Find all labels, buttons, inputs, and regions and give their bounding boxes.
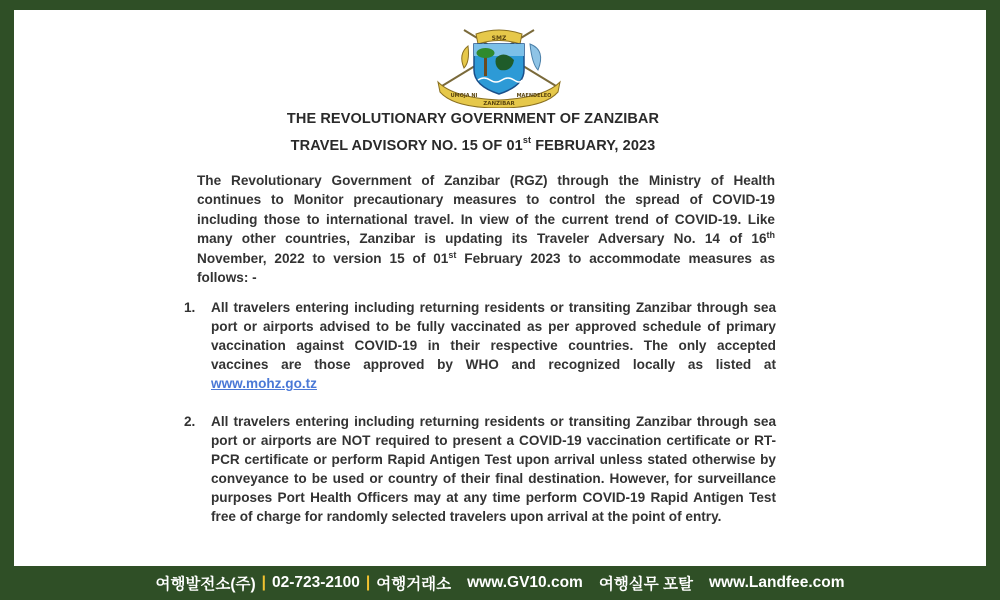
footer-site1-link[interactable]: www.GV10.com [467,574,583,591]
svg-text:SMZ: SMZ [491,35,507,42]
intro-paragraph [197,171,775,287]
advisory-title-ordinal: st [522,135,532,145]
list-item [184,412,776,526]
intro-ordinal-2: st [448,249,457,260]
list-item-text: All travelers entering including returning residents or transiting Zanzibar through sea port or airports are NOT required to present a COVID-19 vaccination certificate or RT-PCR certificate or perform Rapid Antigen Test upon arrival unless stated otherwise by conveyance to be used or country of their final destination. However, for surveillance purposes Port Health Officers may at any time perform COVID-19 Rapid Antigen Test free of charge for randomly selected travelers upon arrival at the point of entry. [211,414,776,524]
svg-text:UMOJA NI: UMOJA NI [450,93,478,99]
intro-ordinal-1: th [766,230,775,241]
advisory-title [14,135,959,154]
footer-banner [0,566,1000,600]
footer-site2-link[interactable]: www.Landfee.com [709,574,845,591]
svg-text:ZANZIBAR: ZANZIBAR [483,101,515,107]
footer-site1-label: 여행거래소 [376,576,452,593]
zanzibar-coat-of-arms-icon [434,24,564,108]
intro-text-3: February 2023 to accommodate measures as follows: - [197,250,776,286]
footer-phone: 02-723-2100 [271,574,360,591]
document-heading: THE REVOLUTIONARY GOVERNMENT OF ZANZIBAR [286,111,660,127]
svg-text:MAENDELEO: MAENDELEO [516,93,552,99]
intro-text-1: The Revolutionary Government of Zanzibar (RGZ) through the Ministry of Health continues to Monitor precautionary measures to control the spread of COVID-19 including those to international travel. In view of the current trend of COVID-19. Like many other countries, Zanzibar is updating its Traveler Adversary No. 14 of 16 [197,173,775,247]
footer-separator: | [365,574,371,591]
advisory-title-prefix: TRAVEL ADVISORY NO. 15 OF 01 [290,138,523,154]
list-item-text: All travelers entering including returning residents or transiting Zanzibar through sea port or airports advised to be fully vaccinated as per approved schedule of primary vaccination against COVID-19 in their respective countries. The only accepted vaccines are those approved by WHO and recognized locally as listed at [211,300,776,372]
list-item-number: 2. [184,414,196,429]
mohz-website-link[interactable]: www.mohz.go.tz [211,376,317,391]
footer-site2-label: 여행실무 포탈 [598,576,693,593]
intro-text-2: November, 2022 to version 15 of 01 [197,250,449,266]
footer-separator: | [261,574,266,591]
advisory-title-suffix: FEBRUARY, 2023 [531,138,656,154]
list-item-number: 1. [184,300,196,315]
footer-company: 여행발전소(주) [155,576,256,593]
list-item [184,298,776,393]
document-page [14,10,986,566]
measures-list [184,298,776,526]
